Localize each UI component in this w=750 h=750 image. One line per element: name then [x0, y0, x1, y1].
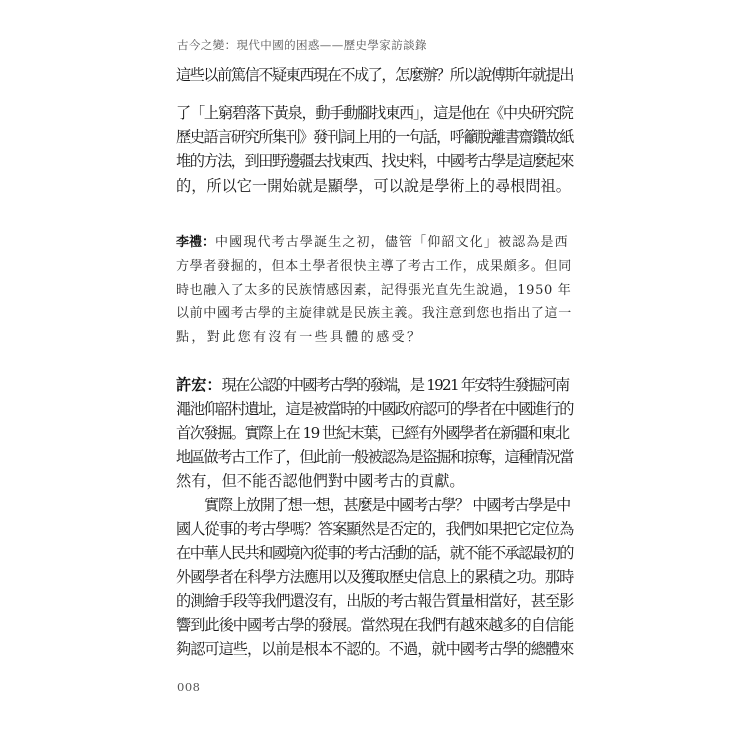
- text-line: 時也融入了太多的民族情感因素，記得張光直先生說過，1950 年: [176, 283, 572, 298]
- text-line: 在中華人民共和國境內從事的考古活動的話，就不能不承認最初的: [176, 544, 573, 562]
- text-line: [176, 374, 568, 396]
- text-line: 澠池仰韶村遺址，這是被當時的中國政府認可的學者在中國進行的: [176, 400, 573, 418]
- speaker-label: 許宏：: [176, 376, 222, 394]
- text-line: 這些以前篤信不疑東西現在不成了，怎麼辦？所以說傅斯年就提出: [176, 66, 573, 84]
- text-line: [176, 232, 569, 254]
- text-line: 外國學者在科學方法應用以及獲取歷史信息上的累積之功。那時: [176, 568, 574, 586]
- text-line: 方學者發掘的，但本土學者很快主導了考古工作，成果頗多。但同: [176, 259, 572, 274]
- text-line: 首次發掘。實際上在 19 世紀末葉，已經有外國學者在新疆和東北: [176, 424, 569, 442]
- text-line: 夠認可這些，以前是根本不認的。不過，就中國考古學的總體來: [176, 640, 574, 658]
- text-line: 實際上放開了想一想，甚麼是中國考古學？ 中國考古學是中: [204, 496, 570, 514]
- page-number: 008: [177, 680, 201, 694]
- text-line: 然有，但不能否認他們對中國考古的貢獻。: [176, 472, 465, 490]
- speaker-label: 李禮：: [176, 235, 216, 250]
- text-line: 堆的方法，到田野邊疆去找東西、找史料，中國考古學是這麼起來: [176, 152, 573, 170]
- text-line: 點，對此您有沒有一些具體的感受？: [176, 330, 423, 345]
- running-head: 古今之變：現代中國的困惑——歷史學家訪談錄: [177, 38, 427, 52]
- answer-text: 現在公認的中國考古學的發端，是 1921 年安特生發掘河南: [221, 376, 569, 394]
- text-line: 國人從事的考古學嗎？答案顯然是否定的，我們如果把它定位為: [176, 520, 574, 538]
- text-line: 了「上窮碧落下黃泉，動手動腳找東西」，這是他在《中央研究院: [176, 104, 573, 122]
- text-line: 地區做考古工作了，但此前一般被認為是盜掘和掠奪，這種情況當: [176, 448, 573, 466]
- text-line: 以前中國考古學的主旋律就是民族主義。我注意到您也指出了這一: [176, 306, 572, 321]
- text-line: 的，所以它一開始就是顯學，可以說是學術上的尋根問祖。: [176, 177, 571, 195]
- question-text: 中國現代考古學誕生之初，儘管「仰韶文化」被認為是西: [215, 235, 569, 250]
- text-line: 響到此後中國考古學的發展。當然現在我們有越來越多的自信能: [176, 616, 574, 634]
- text-line: 的測繪手段等我們還沒有，出版的考古報告質量相當好，甚至影: [176, 592, 574, 610]
- text-line: 歷史語言研究所集刊》發刊詞上用的一句話，呼籲脫離書齋鑽故紙: [176, 128, 573, 146]
